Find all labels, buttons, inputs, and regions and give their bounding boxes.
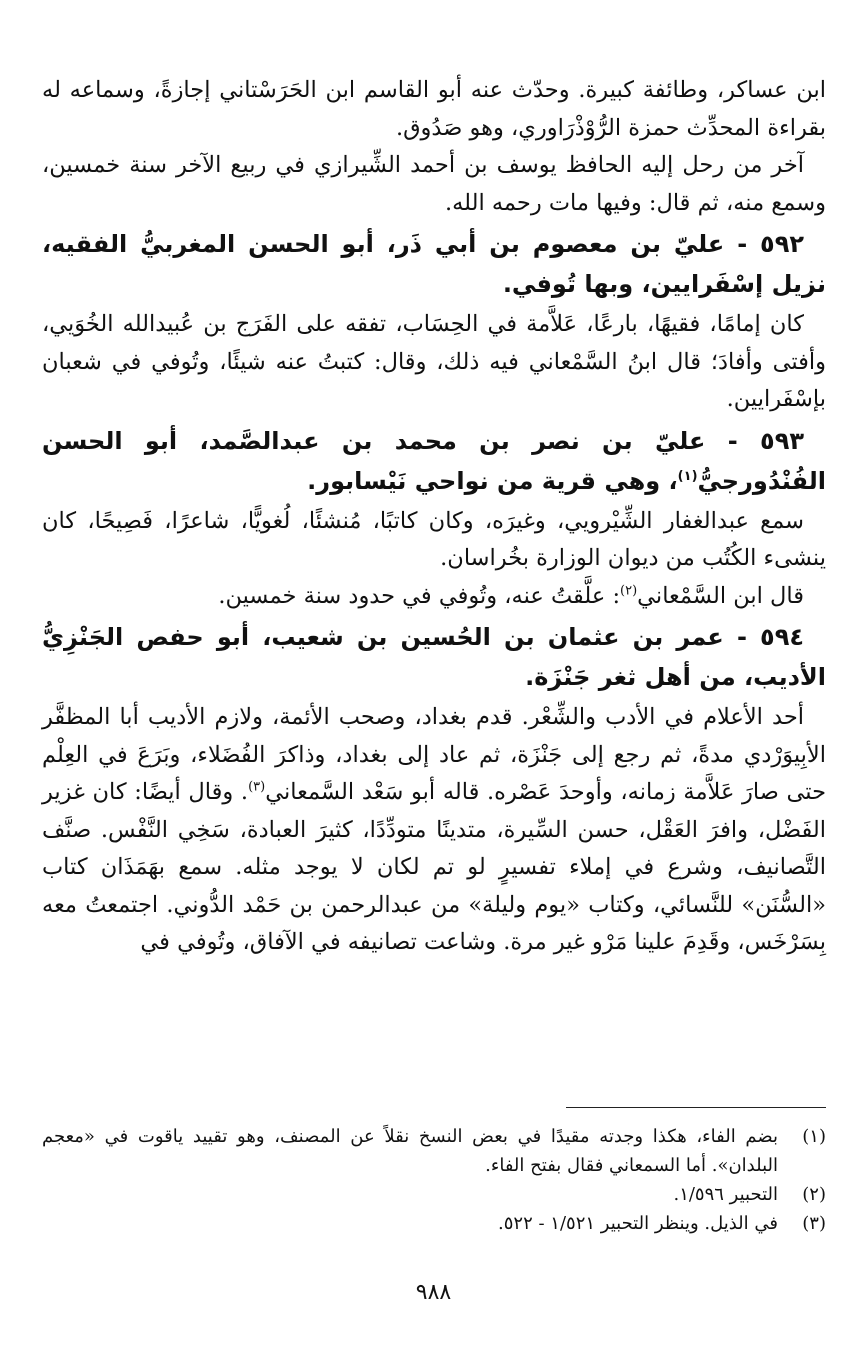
- footnote-ref-1[interactable]: (١): [677, 468, 698, 484]
- footnote-item: [42, 1122, 826, 1180]
- footnote-text: بضم الفاء، هكذا وجدته مقيدًا في بعض النسخ نقلاً عن المصنف، وهو تقييد ياقوت في «معجم البلدان». أما السمعاني فقال بفتح الفاء.: [42, 1126, 778, 1176]
- entry-heading-593-text: ٥٩٣ - عليّ بن نصر بن محمد بن عبدالصَّمد، أبو الحسن الفُنْدُورجيُّ: [42, 426, 826, 495]
- footnote-text: التحبير ١/٥٩٦.: [673, 1184, 778, 1205]
- entry-body-592: كان إمامًا، فقيهًا، بارعًا، عَلاَّمة في الحِسَاب، تفقه على الفَرَج بن عُبيدالله الخُوَيي، وأفتى وأفادَ؛ قال ابنُ السَّمْعاني فيه ذلك، وقال: كتبتُ عنه شيئًا، وتُوفي في شعبان بإسْفَرايين.: [42, 311, 826, 412]
- footnote-item: [42, 1209, 826, 1238]
- paragraph-continuation: ابن عساكر، وطائفة كبيرة. وحدّث عنه أبو القاسم ابن الحَرَسْتاني إجازةً، وسماعه له بقراءة المحدِّث حمزة الرُّوْذْرَاوري، وهو صَدُوق.: [42, 77, 826, 141]
- footnote-mark: (١): [802, 1126, 826, 1147]
- footnote-separator: [566, 1107, 826, 1108]
- entry-body-594: [42, 699, 826, 962]
- footnote-text: في الذيل. وينظر التحبير ١/٥٢١ - ٥٢٢.: [498, 1213, 778, 1234]
- quote-text: : علَّقتُ عنه، وتُوفي في حدود سنة خمسين.: [218, 582, 621, 609]
- page-number: ٩٨٨: [415, 1280, 452, 1305]
- entry-heading-593-tail: ، وهي قرية من نواحي نَيْسابور.: [307, 466, 678, 495]
- footnote-item: [42, 1180, 826, 1209]
- main-text: [42, 72, 826, 962]
- entry-body-594-part1: أحد الأعلام في الأدب والشِّعْر. قدم بغداد، وصحب الأئمة، ولازم الأديب أبا المظفَّر الأبِيوَرْدي مدةً، ثم رجع إلى جَنْزَة، ثم عاد إلى بغداد، وذاكرَ الفُضَلاء، وبَرَعَ في العِلْم حتى صارَ عَلاَّمة زمانه، وأوحدَ عَصْره. قاله أبو سَعْد السَّمعاني: [42, 704, 827, 805]
- paragraph-last-visitor: آخر من رحل إليه الحافظ يوسف بن أحمد الشِّيرازي في ربيع الآخر سنة خمسين، وسمع منه، ثم قال: وفيها مات رحمه الله.: [42, 152, 826, 216]
- footnotes: [42, 1122, 826, 1238]
- entry-body-593: سمع عبدالغفار الشِّيْرويي، وغيرَه، وكان كاتبًا، مُنشئًا، لُغويًّا، شاعرًا، فَصِيحًا، كان ينشىء الكُتُب من ديوان الوزارة بخُراسان.: [42, 507, 826, 571]
- footnote-ref-3[interactable]: (٣): [248, 779, 266, 795]
- entry-heading-593: [42, 421, 826, 501]
- entry-heading-592: ٥٩٢ - عليّ بن معصوم بن أبي ذَر، أبو الحسن المغربيُّ الفقيه، نزيل إسْفَرايين، وبها تُوفي.: [42, 230, 826, 298]
- entry-body-594-part2: . وقال أيضًا: كان غزير الفَضْل، وافرَ العَقْل، حسن السِّيرة، متدينًا متودِّدًا، كثيرَ العبادة، سَخِي النَّفْس. صنَّف التَّصانيف، وشرع في إملاء تفسيرٍ لو تم لكان لا يوجد مثله. سمع بهَمَذَان كتاب «السُّنَن» للنَّسائي، وكتاب «يوم وليلة» من عبدالرحمن بن حَمْد الدُّوني. اجتمعتُ معه بِسَرْخَس، وقَدِمَ علينا مَرْو غير مرة. وشاعت تصانيفه في الآفاق، وتُوفي في: [42, 779, 826, 955]
- footnote-mark: (٢): [802, 1184, 826, 1205]
- entry-heading-594: ٥٩٤ - عمر بن عثمان بن الحُسين بن شعيب، أبو حفص الجَنْزِيُّ الأديب، من أهل ثغر جَنْزَة.: [42, 623, 826, 691]
- entry-body-593-quote: [42, 578, 826, 616]
- footnote-ref-2[interactable]: (٢): [620, 583, 638, 598]
- quote-attribution: قال ابن السَّمْعاني: [637, 582, 804, 609]
- footnote-mark: (٣): [802, 1213, 826, 1234]
